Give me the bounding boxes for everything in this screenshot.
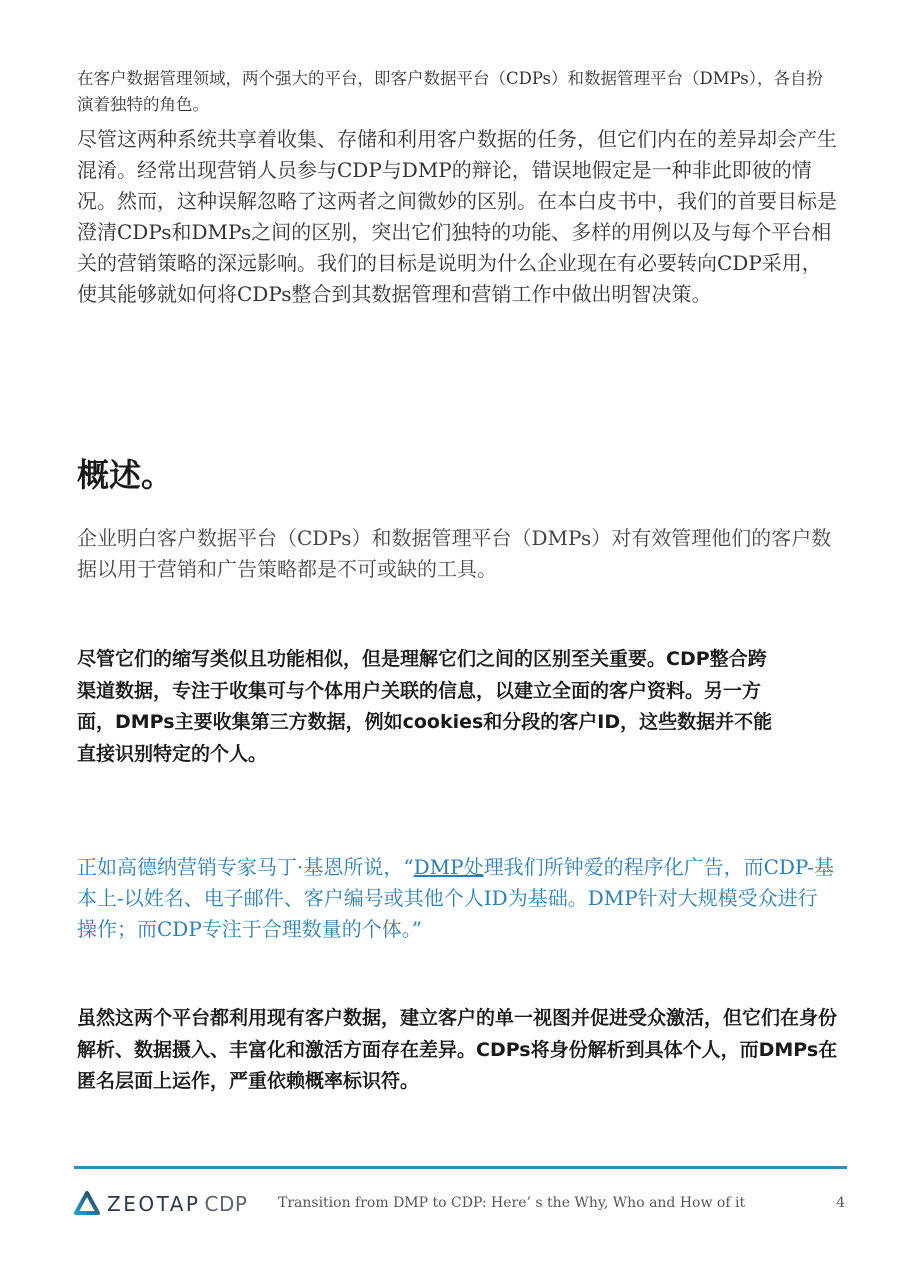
zeotap-triangle-logo-icon	[74, 1191, 100, 1217]
logo-name: ZEOTAP	[107, 1192, 201, 1216]
quote-link[interactable]: DMP处	[413, 855, 484, 879]
logo-wordmark	[107, 1192, 247, 1216]
overview-paragraph: 企业明白客户数据平台（CDPs）和数据管理平台（DMPs）对有效管理他们的客户数据以用于营销和广告策略都是不可或缺的工具。	[77, 526, 832, 581]
quote-rest: 理我们所钟爱的程序化广告，而CDP-基本上-以姓名、电子邮件、客户编号或其他个人ID为基础。DMP针对大规模受众进行操作；而CDP专注于合理数量的个体。”	[77, 855, 835, 941]
section-title-overview: 概述。	[77, 456, 174, 494]
footer-document-title: Transition from DMP to CDP: Here’ s the Why, Who and How of it	[278, 1195, 746, 1211]
intro-paragraph-main: 尽管这两种系统共享着收集、存储和利用客户数据的任务，但它们内在的差异却会产生混淆。经常出现营销人员参与CDP与DMP的辩论，错误地假定是一种非此即彼的情况。然而，这种误解忽略了这两者之间微妙的区别。在本白皮书中，我们的首要目标是澄清CDPs和DMPs之间的区别，突出它们独特的功能、多样的用例以及与每个平台相关的营销策略的深远影响。我们的目标是说明为什么企业现在有必要转向CDP采用，使其能够就如何将CDPs整合到其数据管理和营销工作中做出明智决策。	[77, 127, 837, 306]
gartner-quote	[77, 852, 837, 945]
page-number: 4	[836, 1195, 845, 1211]
highlight-paragraph-identity: 虽然这两个平台都利用现有客户数据，建立客户的单一视图并促进受众激活，但它们在身份解析、数据摄入、丰富化和激活方面存在差异。CDPs将身份解析到具体个人，而DMPs在匿名层面上运作，严重依赖概率标识符。	[77, 1007, 838, 1092]
highlight-paragraph-differences: 尽管它们的缩写类似且功能相似，但是理解它们之间的区别至关重要。CDP整合跨渠道数据，专注于收集可与个体用户关联的信息，以建立全面的客户资料。另一方面，DMPs主要收集第三方数据，例如cookies和分段的客户ID，这些数据并不能直接识别特定的个人。	[77, 648, 773, 765]
logo-suffix: CDP	[204, 1192, 248, 1216]
footer-logo	[74, 1190, 247, 1218]
quote-prefix: 正如高德纳营销专家马丁·基恩所说，“	[77, 855, 414, 879]
intro-paragraph-small: 在客户数据管理领域，两个强大的平台，即客户数据平台（CDPs）和数据管理平台（DMPs），各自扮演着独特的角色。	[77, 69, 823, 114]
footer-divider	[74, 1166, 847, 1169]
